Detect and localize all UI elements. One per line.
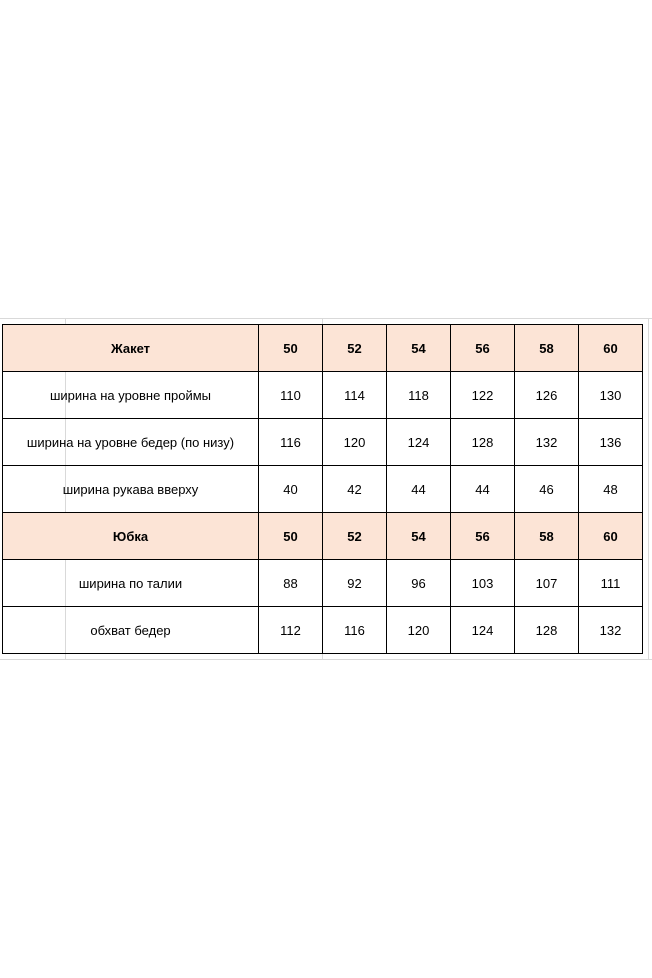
spreadsheet-area bbox=[0, 318, 652, 660]
value-cell[interactable]: 92 bbox=[323, 560, 387, 607]
value-cell[interactable]: 107 bbox=[515, 560, 579, 607]
value-cell[interactable]: 130 bbox=[579, 372, 643, 419]
measurement-label[interactable]: ширина рукава вверху bbox=[3, 466, 259, 513]
value-cell[interactable]: 128 bbox=[451, 419, 515, 466]
value-cell[interactable]: 40 bbox=[259, 466, 323, 513]
value-cell[interactable]: 110 bbox=[259, 372, 323, 419]
size-table bbox=[2, 324, 643, 654]
value-cell[interactable]: 118 bbox=[387, 372, 451, 419]
value-cell[interactable]: 44 bbox=[451, 466, 515, 513]
measurement-label[interactable]: ширина на уровне проймы bbox=[3, 372, 259, 419]
measurement-label[interactable]: ширина на уровне бедер (по низу) bbox=[3, 419, 259, 466]
section-header-row bbox=[3, 325, 643, 372]
size-header-cell[interactable]: 54 bbox=[387, 325, 451, 372]
size-header-cell[interactable]: 54 bbox=[387, 513, 451, 560]
size-header-cell[interactable]: 52 bbox=[323, 325, 387, 372]
table-row bbox=[3, 372, 643, 419]
value-cell[interactable]: 124 bbox=[451, 607, 515, 654]
section-header-row bbox=[3, 513, 643, 560]
value-cell[interactable]: 103 bbox=[451, 560, 515, 607]
value-cell[interactable]: 116 bbox=[259, 419, 323, 466]
value-cell[interactable]: 132 bbox=[579, 607, 643, 654]
table-row bbox=[3, 466, 643, 513]
section-header-label[interactable]: Жакет bbox=[3, 325, 259, 372]
value-cell[interactable]: 120 bbox=[323, 419, 387, 466]
value-cell[interactable]: 46 bbox=[515, 466, 579, 513]
size-header-cell[interactable]: 56 bbox=[451, 513, 515, 560]
value-cell[interactable]: 44 bbox=[387, 466, 451, 513]
value-cell[interactable]: 120 bbox=[387, 607, 451, 654]
value-cell[interactable]: 128 bbox=[515, 607, 579, 654]
size-header-cell[interactable]: 56 bbox=[451, 325, 515, 372]
table-row bbox=[3, 607, 643, 654]
value-cell[interactable]: 132 bbox=[515, 419, 579, 466]
table-row bbox=[3, 419, 643, 466]
size-header-cell[interactable]: 50 bbox=[259, 513, 323, 560]
value-cell[interactable]: 42 bbox=[323, 466, 387, 513]
size-header-cell[interactable]: 58 bbox=[515, 513, 579, 560]
value-cell[interactable]: 111 bbox=[579, 560, 643, 607]
sheet-gridline bbox=[0, 659, 652, 660]
value-cell[interactable]: 122 bbox=[451, 372, 515, 419]
value-cell[interactable]: 96 bbox=[387, 560, 451, 607]
sheet-gridline bbox=[648, 318, 649, 660]
measurement-label[interactable]: ширина по талии bbox=[3, 560, 259, 607]
value-cell[interactable]: 136 bbox=[579, 419, 643, 466]
size-header-cell[interactable]: 60 bbox=[579, 513, 643, 560]
size-header-cell[interactable]: 52 bbox=[323, 513, 387, 560]
value-cell[interactable]: 116 bbox=[323, 607, 387, 654]
value-cell[interactable]: 124 bbox=[387, 419, 451, 466]
sheet-gridline bbox=[0, 318, 652, 319]
value-cell[interactable]: 48 bbox=[579, 466, 643, 513]
measurement-label[interactable]: обхват бедер bbox=[3, 607, 259, 654]
size-header-cell[interactable]: 58 bbox=[515, 325, 579, 372]
size-header-cell[interactable]: 50 bbox=[259, 325, 323, 372]
value-cell[interactable]: 112 bbox=[259, 607, 323, 654]
value-cell[interactable]: 88 bbox=[259, 560, 323, 607]
value-cell[interactable]: 114 bbox=[323, 372, 387, 419]
section-header-label[interactable]: Юбка bbox=[3, 513, 259, 560]
table-row bbox=[3, 560, 643, 607]
value-cell[interactable]: 126 bbox=[515, 372, 579, 419]
size-header-cell[interactable]: 60 bbox=[579, 325, 643, 372]
